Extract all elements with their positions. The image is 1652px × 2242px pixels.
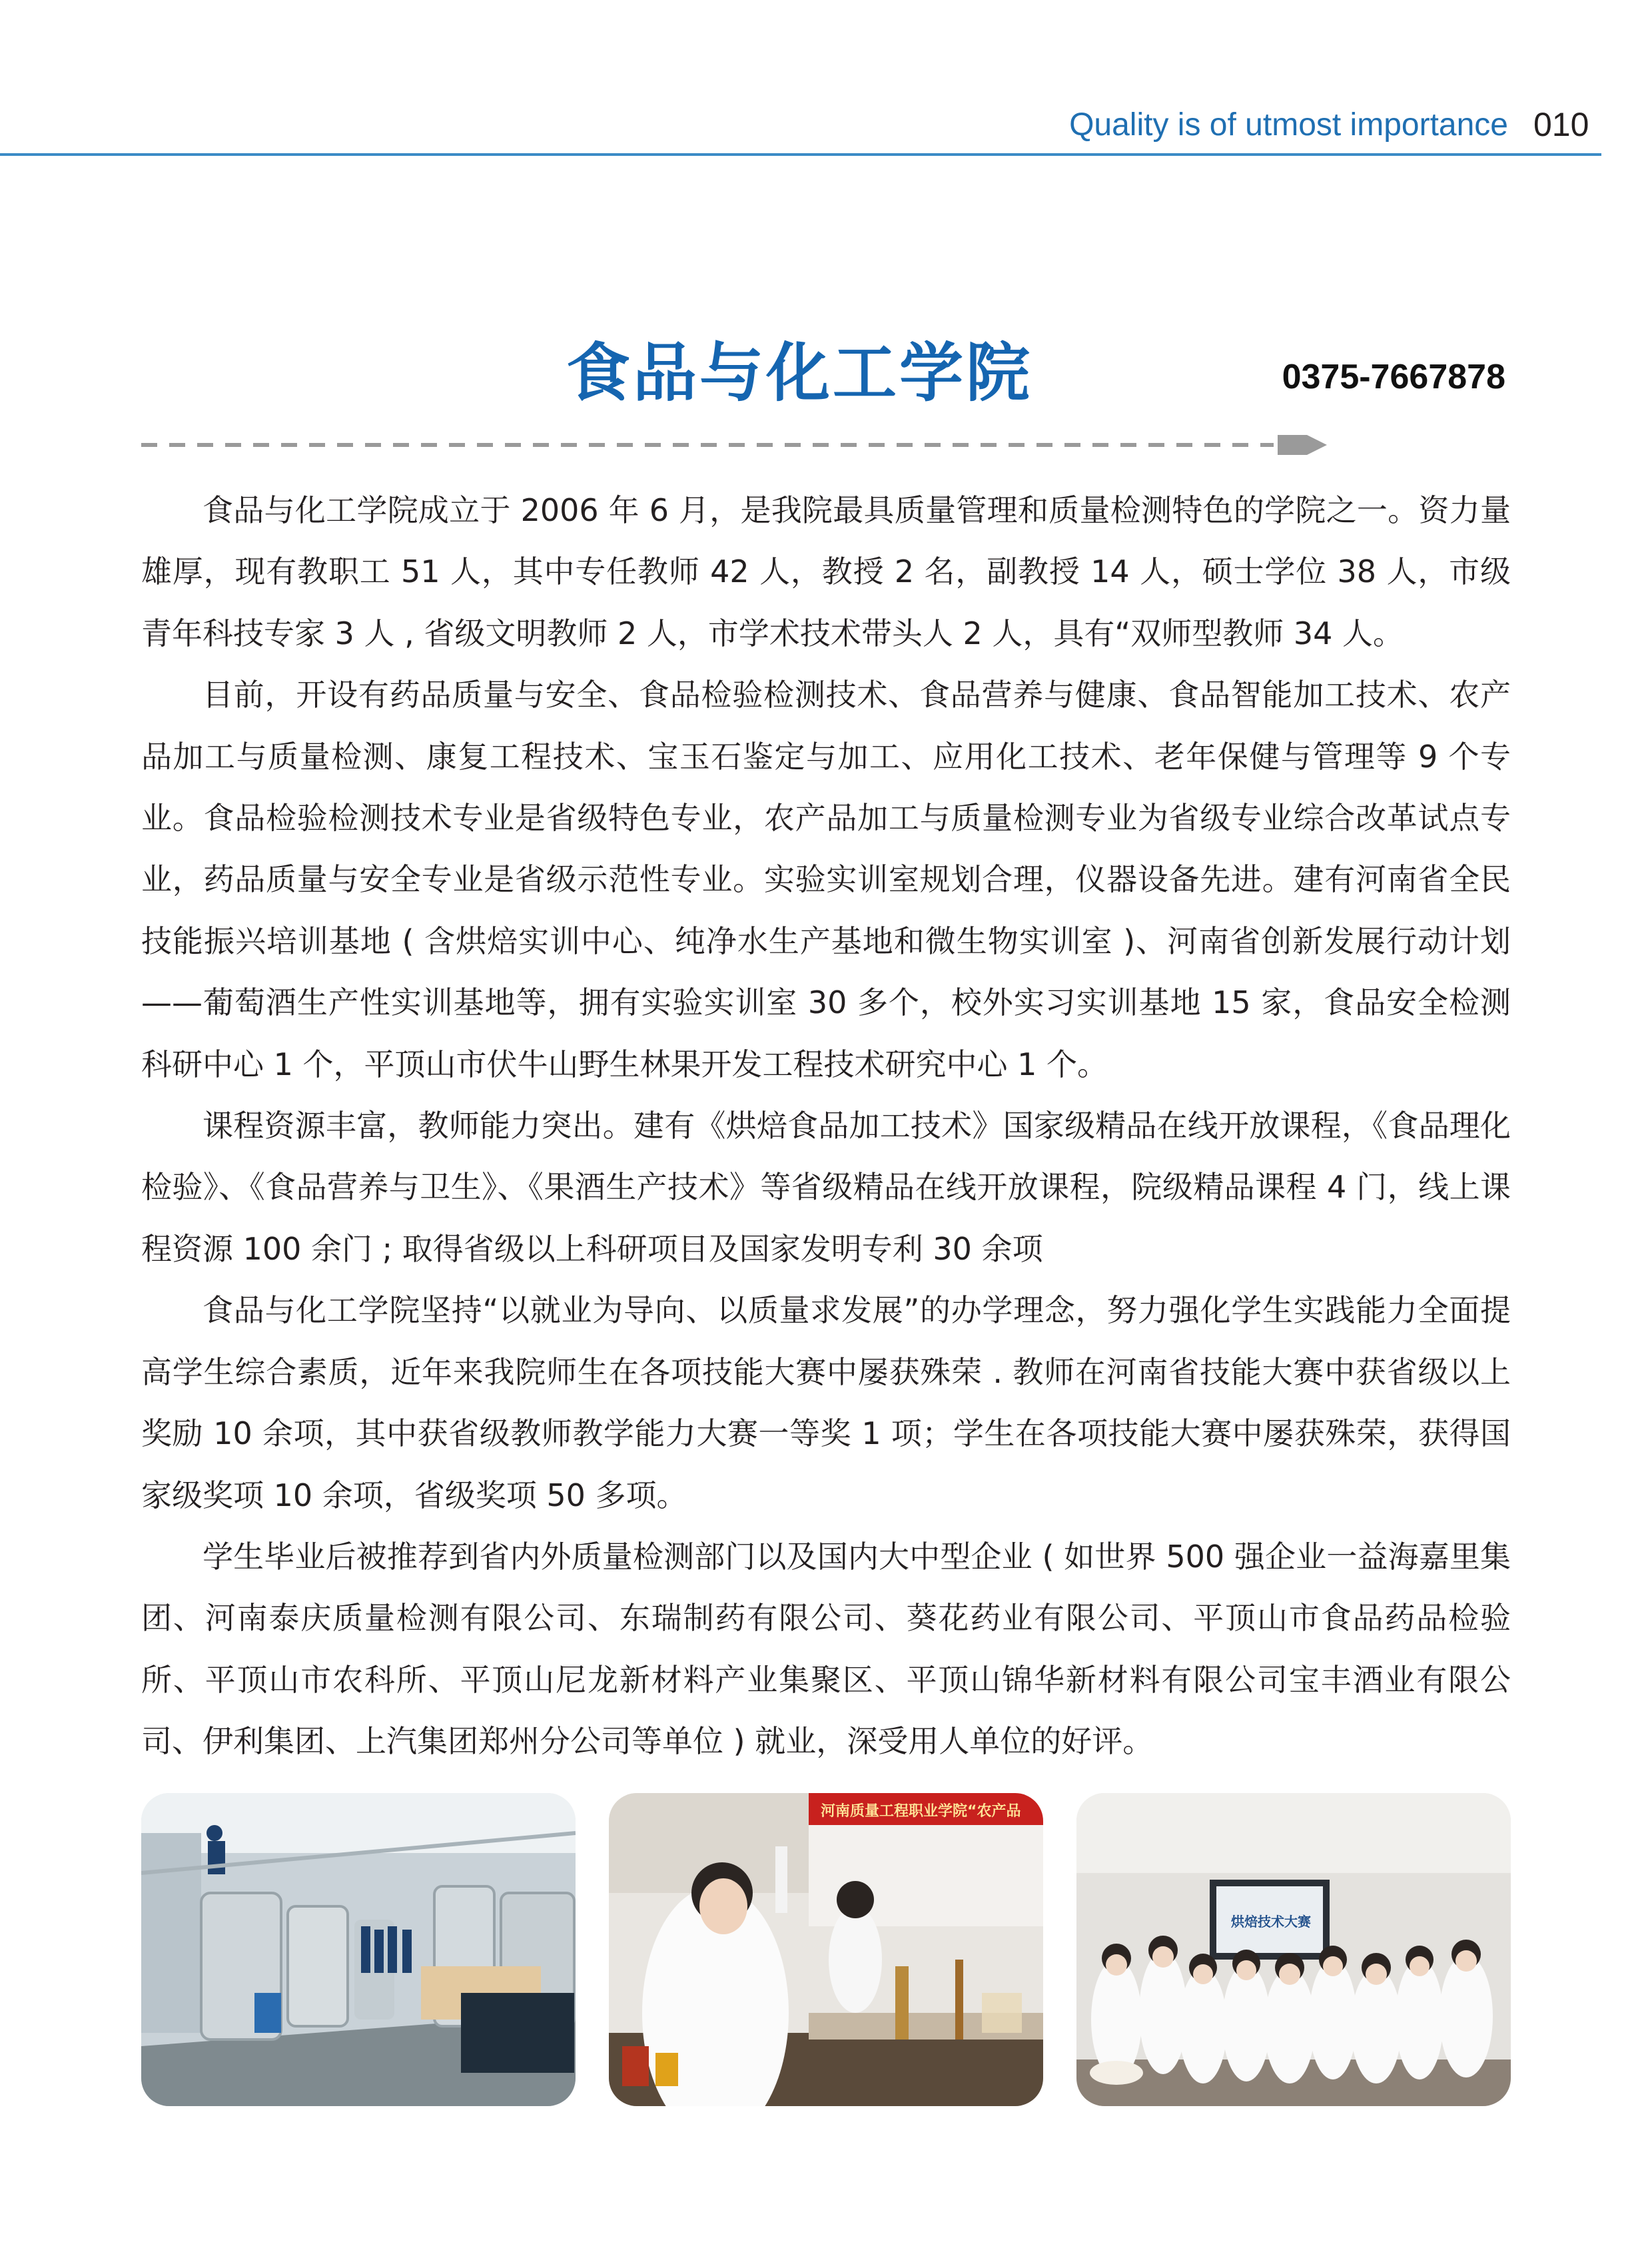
screen-text: 烘焙技术大赛 <box>1231 1914 1311 1930</box>
header-rule <box>0 153 1601 156</box>
paragraph-awards: 食品与化工学院坚持“以就业为导向、以质量求发展”的办学理念，努力强化学生实践能力全面提高学生综合素质，近年来我院师生在各项技能大赛中屡获殊荣 . 教师在河南省技能大赛中获省级以上奖励 10 余项，其中获省级教师教学能力大赛一等奖 1 项；学生在各项技能大赛中屡获殊荣，获得国家级奖项 10 余项，省级奖项 50 多项。 <box>141 1292 1511 1513</box>
paragraph-intro: 食品与化工学院成立于 2006 年 6 月，是我院最具质量管理和质量检测特色的学院之一。资力量雄厚，现有教职工 51 人，其中专任教师 42 人，教授 2 名，副教授 14 人，硕士学位 38 人，市级青年科技专家 3 人 , 省级文明教师 2 人，市学术技术带头人 2 人，具有“双师型教师 34 人。 <box>141 492 1511 651</box>
arrow-icon <box>1278 435 1327 455</box>
paragraph-courses: 课程资源丰富，教师能力突出。建有《烘焙食品加工技术》国家级精品在线开放课程，《食品理化检验》、《食品营养与卫生》、《果酒生产技术》等省级精品在线开放课程，院级精品课程 4 门，线上课程资源 100 余门 ; 取得省级以上科研项目及国家发明专利 30 余项 <box>141 1108 1511 1267</box>
photo-laboratory <box>609 1793 1043 2106</box>
photo-group <box>1076 1793 1511 2106</box>
paragraph-employment: 学生毕业后被推荐到省内外质量检测部门以及国内大中型企业 ( 如世界 500 强企业一益海嘉里集团、河南泰庆质量检测有限公司、东瑞制药有限公司、葵花药业有限公司、平顶山市食品药品检验所、平顶山市农科所、平顶山尼龙新材料产业集聚区、平顶山锦华新材料有限公司宝丰酒业有限公司、伊利集团、上汽集团郑州分公司等单位 ) 就业，深受用人单位的好评。 <box>141 1538 1511 1760</box>
body-text <box>141 480 1511 1772</box>
page-number: 010 <box>1533 106 1589 143</box>
dashed-arrow-divider <box>141 432 1327 458</box>
photo-row <box>141 1793 1511 2106</box>
photo-workshop <box>141 1793 576 2106</box>
banner-text: 河南质量工程职业学院“农产品 <box>821 1803 1021 1820</box>
header-tagline: Quality is of utmost importance <box>1069 107 1508 143</box>
phone-number: 0375-7667878 <box>1282 358 1505 396</box>
paragraph-majors: 目前，开设有药品质量与安全、食品检验检测技术、食品营养与健康、食品智能加工技术、农产品加工与质量检测、康复工程技术、宝玉石鉴定与加工、应用化工技术、老年保健与管理等 9 个专业。食品检验检测技术专业是省级特色专业，农产品加工与质量检测专业为省级专业综合改革试点专业，药品质量与安全专业是省级示范性专业。实验实训室规划合理，仪器设备先进。建有河南省全民技能振兴培训基地 ( 含烘焙实训中心、纯净水生产基地和微生物实训室 )、河南省创新发展行动计划——葡萄酒生产性实训基地等，拥有实验实训室 30 多个，校外实习实训基地 15 家，食品安全检测科研中心 1 个，平顶山市伏牛山野生林果开发工程技术研究中心 1 个。 <box>141 677 1511 1082</box>
page-title: 食品与化工学院 <box>566 336 1032 410</box>
